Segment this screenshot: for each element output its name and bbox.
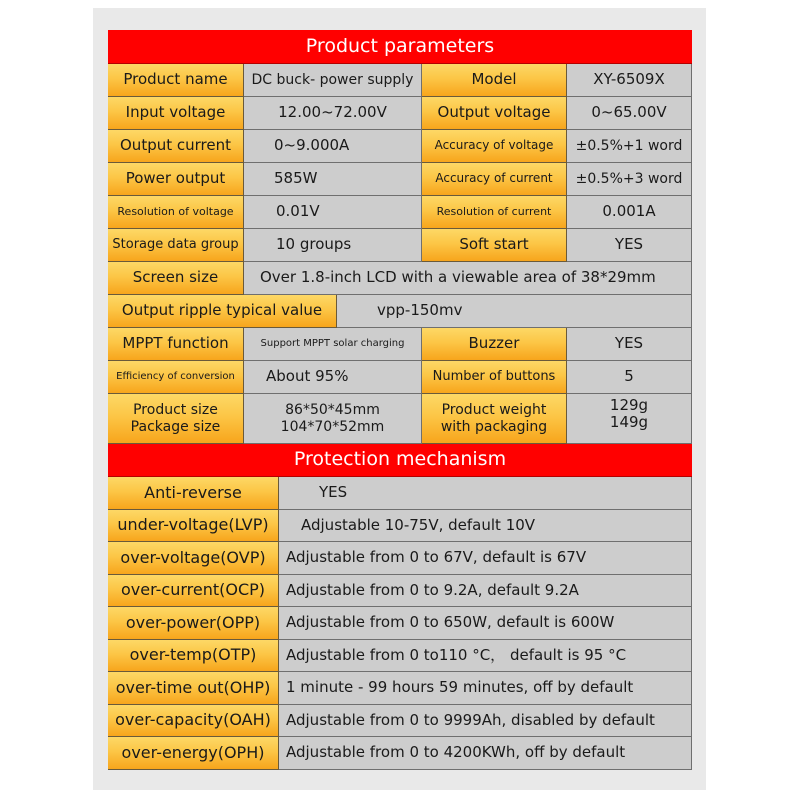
protection-value: 1 minute - 99 hours 59 minutes, off by default (279, 672, 692, 705)
weight-labels (422, 394, 567, 444)
protection-label: over-energy(OPH) (108, 737, 279, 770)
resolution-voltage-label: Resolution of voltage (108, 196, 244, 229)
storage-value: 10 groups (244, 229, 422, 262)
mppt-value: Support MPPT solar charging (244, 328, 422, 361)
screen-size-label: Screen size (108, 262, 244, 295)
protection-label: over-time out(OHP) (108, 672, 279, 705)
package-size-label: Package size (130, 418, 221, 435)
with-packaging-label: with packaging (440, 418, 548, 435)
accuracy-voltage-value: ±0.5%+1 word (567, 130, 692, 163)
buttons-label: Number of buttons (422, 361, 567, 394)
output-current-value: 0~9.000A (244, 130, 422, 163)
input-voltage-value: 12.00~72.00V (244, 97, 422, 130)
protection-header: Protection mechanism (108, 444, 692, 477)
protection-label: over-power(OPP) (108, 607, 279, 640)
protection-label: over-voltage(OVP) (108, 542, 279, 575)
screen-size-value: Over 1.8-inch LCD with a viewable area of 38*29mm (244, 262, 692, 295)
protection-value: Adjustable from 0 to 9999Ah, disabled by default (279, 705, 692, 738)
accuracy-current-value: ±0.5%+3 word (567, 163, 692, 196)
resolution-current-label: Resolution of current (422, 196, 567, 229)
protection-value: Adjustable from 0 to110 °C， default is 95 °C (279, 640, 692, 673)
efficiency-label: Efficiency of conversion (108, 361, 244, 394)
spec-table (108, 30, 692, 770)
package-size-value: 104*70*52mm (280, 418, 385, 435)
model-value: XY-6509X (567, 64, 692, 97)
resolution-voltage-value: 0.01V (244, 196, 422, 229)
package-weight-value: 149g (609, 413, 649, 432)
resolution-current-value: 0.001A (567, 196, 692, 229)
protection-label: under-voltage(LVP) (108, 510, 279, 543)
soft-start-value: YES (567, 229, 692, 262)
buzzer-label: Buzzer (422, 328, 567, 361)
weight-values (567, 394, 692, 444)
protection-value: YES (279, 477, 692, 510)
soft-start-label: Soft start (422, 229, 567, 262)
buzzer-value: YES (567, 328, 692, 361)
protection-label: over-current(OCP) (108, 575, 279, 608)
product-size-label: Product size (133, 402, 218, 419)
storage-label: Storage data group (108, 229, 244, 262)
input-voltage-label: Input voltage (108, 97, 244, 130)
product-weight-label: Product weight (441, 402, 547, 419)
protection-value: Adjustable 10-75V, default 10V (279, 510, 692, 543)
size-labels (108, 394, 244, 444)
model-label: Model (422, 64, 567, 97)
protection-value: Adjustable from 0 to 650W, default is 600W (279, 607, 692, 640)
product-name-label: Product name (108, 64, 244, 97)
product-size-value: 86*50*45mm (285, 402, 380, 419)
protection-value: Adjustable from 0 to 67V, default is 67V (279, 542, 692, 575)
product-name-value: DC buck- power supply (244, 64, 422, 97)
power-output-value: 585W (244, 163, 422, 196)
ripple-label: Output ripple typical value (108, 295, 337, 328)
protection-value: Adjustable from 0 to 9.2A, default 9.2A (279, 575, 692, 608)
size-values (244, 394, 422, 444)
product-parameters-header: Product parameters (108, 30, 692, 64)
output-voltage-label: Output voltage (422, 97, 567, 130)
efficiency-value: About 95% (244, 361, 422, 394)
protection-label: over-temp(OTP) (108, 640, 279, 673)
protection-value: Adjustable from 0 to 4200KWh, off by default (279, 737, 692, 770)
output-voltage-value: 0~65.00V (567, 97, 692, 130)
output-current-label: Output current (108, 130, 244, 163)
mppt-label: MPPT function (108, 328, 244, 361)
accuracy-voltage-label: Accuracy of voltage (422, 130, 567, 163)
protection-label: Anti-reverse (108, 477, 279, 510)
buttons-value: 5 (567, 361, 692, 394)
power-output-label: Power output (108, 163, 244, 196)
accuracy-current-label: Accuracy of current (422, 163, 567, 196)
product-weight-value: 129g (609, 396, 649, 414)
protection-label: over-capacity(OAH) (108, 705, 279, 738)
ripple-value: vpp-150mv (337, 295, 692, 328)
